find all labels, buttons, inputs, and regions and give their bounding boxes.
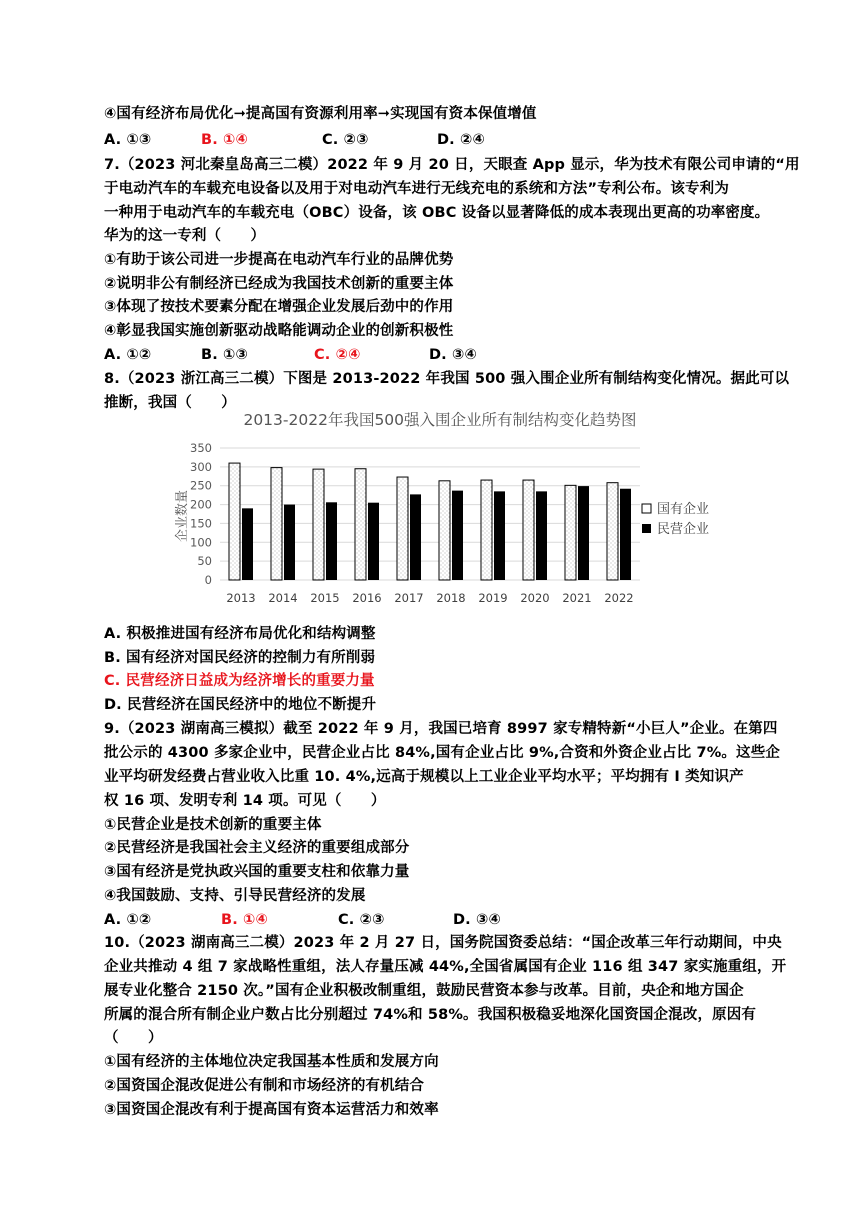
q7-stem-line-2: 于电动汽车的车载充电设备以及用于对电动汽车进行无线充电的系统和方法”专利公布。该专利为 — [104, 181, 729, 197]
q7-item-1: ①有助于该公司进一步提高在电动汽车行业的品牌优势 — [104, 252, 454, 268]
q10-item-3: ③国资国企混改有利于提高国有资本运营活力和效率 — [104, 1102, 439, 1118]
x-tick-label: 2018 — [436, 591, 466, 605]
q10-stem-line-3: 展专业化整合 2150 次。”国有企业积极改制重组，鼓励民营资本参与改革。目前，央企和地方国企 — [104, 983, 744, 999]
q7-option-c-answer: C. ②④ — [314, 347, 361, 363]
bar-state-2017 — [397, 477, 408, 580]
q7-item-2: ②说明非公有制经济已经成为我国技术创新的重要主体 — [104, 276, 454, 292]
x-tick-label: 2016 — [352, 591, 382, 605]
q7-stem-line-4: 华为的这一专利（ ） — [104, 228, 266, 244]
y-axis-label: 企业数量 — [175, 489, 190, 543]
q8-choice-b: B. 国有经济对国民经济的控制力有所削弱 — [104, 650, 376, 666]
bar-state-2014 — [271, 468, 282, 580]
q7-option-a: A. ①② — [104, 347, 152, 363]
q10-stem-line-2: 企业共推动 4 组 7 家战略性重组，法人存量压减 44%,全国省属国有企业 116 组 347 家实施重组，开 — [104, 959, 787, 975]
q8-choice-c-answer: C. 民营经济日益成为经济增长的重要力量 — [104, 673, 375, 689]
q8-stem-line-2: 推断，我国（ ） — [104, 395, 236, 411]
q9-item-3: ③国有经济是党执政兴国的重要支柱和依靠力量 — [104, 864, 410, 880]
q9-option-d: D. ③④ — [453, 912, 501, 928]
bar-private-2013 — [242, 508, 253, 580]
q7-stem-line-3: 一种用于电动汽车的车载充电（OBC）设备，该 OBC 设备以显著降低的成本表现出更高的功率密度。 — [104, 205, 770, 221]
q6-option-c: C. ②③ — [322, 132, 369, 148]
y-tick-label: 350 — [190, 441, 212, 455]
x-tick-label: 2013 — [226, 591, 256, 605]
bar-state-2016 — [355, 469, 366, 580]
q7-option-b: B. ①③ — [201, 347, 248, 363]
x-tick-label: 2017 — [394, 591, 424, 605]
q8-choice-d: D. 民营经济在国民经济中的地位不断提升 — [104, 697, 377, 713]
q10-item-2: ②国资国企混改促进公有制和市场经济的有机结合 — [104, 1078, 425, 1094]
y-tick-label: 50 — [197, 554, 212, 569]
q10-stem-line-4: 所属的混合所有制企业户数占比分别超过 74%和 58%。我国积极稳妥地深化国资国企混改，原因有 — [104, 1007, 757, 1023]
bar-private-2014 — [284, 505, 295, 580]
bar-private-2020 — [536, 491, 547, 580]
q7-item-4: ④彰显我国实施创新驱动战略能调动企业的创新积极性 — [104, 323, 454, 339]
q10-item-1: ①国有经济的主体地位决定我国基本性质和发展方向 — [104, 1054, 439, 1070]
x-tick-label: 2014 — [268, 591, 298, 605]
legend-label-private: 民营企业 — [657, 522, 710, 537]
legend-swatch-private — [642, 524, 651, 533]
bar-state-2013 — [229, 463, 240, 580]
y-tick-label: 250 — [190, 478, 212, 493]
chart-axis-labels — [190, 441, 634, 605]
q9-item-1: ①民营企业是技术创新的重要主体 — [104, 817, 322, 833]
q8-stem-line-1: 8.（2023 浙江高三二模）下图是 2013-2022 年我国 500 强入围企业所有制结构变化情况。据此可以 — [104, 371, 790, 387]
bar-state-2019 — [481, 480, 492, 580]
legend-label-state: 国有企业 — [657, 502, 710, 517]
q9-stem-line-1: 9.（2023 湖南高三模拟）截至 2022 年 9 月，我国已培育 8997 家专精特新“小巨人”企业。在第四 — [104, 721, 778, 737]
q6-item-4: ④国有经济布局优化➞提高国有资源利用率➞实现国有资本保值增值 — [104, 106, 537, 122]
q7-option-d: D. ③④ — [429, 347, 477, 363]
bar-private-2017 — [410, 494, 421, 580]
q9-item-4: ④我国鼓励、支持、引导民营经济的发展 — [104, 888, 366, 904]
bar-private-2019 — [494, 491, 505, 580]
q9-item-2: ②民营经济是我国社会主义经济的重要组成部分 — [104, 840, 410, 856]
q9-option-a: A. ①② — [104, 912, 152, 928]
chart-gridlines — [220, 448, 640, 580]
q10-stem-line-5: （ ） — [104, 1030, 163, 1046]
x-tick-label: 2019 — [478, 591, 508, 605]
q6-option-d: D. ②④ — [437, 132, 485, 148]
chart-legend — [642, 501, 709, 537]
q6-option-a: A. ①③ — [104, 132, 152, 148]
y-tick-label: 150 — [190, 516, 212, 531]
bar-state-2015 — [313, 469, 324, 580]
q6-option-b-answer: B. ①④ — [201, 132, 248, 148]
bar-state-2020 — [523, 480, 534, 580]
y-tick-label: 300 — [190, 459, 212, 474]
y-tick-label: 200 — [190, 497, 212, 512]
legend-swatch-state — [642, 504, 651, 513]
y-tick-label: 0 — [204, 573, 212, 587]
q10-stem-line-1: 10.（2023 湖南高三二模）2023 年 2 月 27 日，国务院国资委总结：“国企改革三年行动期间，中央 — [104, 935, 782, 951]
bar-state-2018 — [439, 481, 450, 580]
x-tick-label: 2022 — [604, 591, 634, 605]
bar-private-2022 — [620, 489, 631, 580]
q9-option-c: C. ②③ — [338, 912, 385, 928]
bar-private-2018 — [452, 491, 463, 580]
q9-stem-line-3: 业平均研发经费占营业收入比重 10. 4%,远高于规模以上工业企业平均水平；平均拥有 I 类知识产 — [104, 769, 744, 785]
q7-item-3: ③体现了按技术要素分配在增强企业发展后劲中的作用 — [104, 299, 454, 315]
x-tick-label: 2020 — [520, 591, 550, 605]
q8-choice-a: A. 积极推进国有经济布局优化和结构调整 — [104, 626, 376, 642]
bar-private-2015 — [326, 502, 337, 580]
q7-stem-line-1: 7.（2023 河北秦皇岛高三二模）2022 年 9 月 20 日，天眼查 App 显示，华为技术有限公司申请的“用 — [104, 157, 800, 173]
q9-stem-line-4: 权 16 项、发明专利 14 项。可见（ ） — [104, 793, 386, 809]
q9-option-b-answer: B. ①④ — [221, 912, 268, 928]
x-tick-label: 2015 — [310, 591, 340, 605]
chart-title: 2013-2022年我国500强入围企业所有制结构变化趋势图 — [243, 411, 637, 429]
y-tick-label: 100 — [190, 535, 212, 550]
bar-state-2021 — [565, 485, 576, 580]
x-tick-label: 2021 — [562, 591, 592, 605]
q9-stem-line-2: 批公示的 4300 多家企业中，民营企业占比 84%,国有企业占比 9%,合资和外资企业占比 7%。这些企 — [104, 745, 781, 761]
bar-private-2021 — [578, 486, 589, 580]
chart-bars — [229, 463, 631, 580]
bar-state-2022 — [607, 483, 618, 580]
bar-private-2016 — [368, 503, 379, 580]
